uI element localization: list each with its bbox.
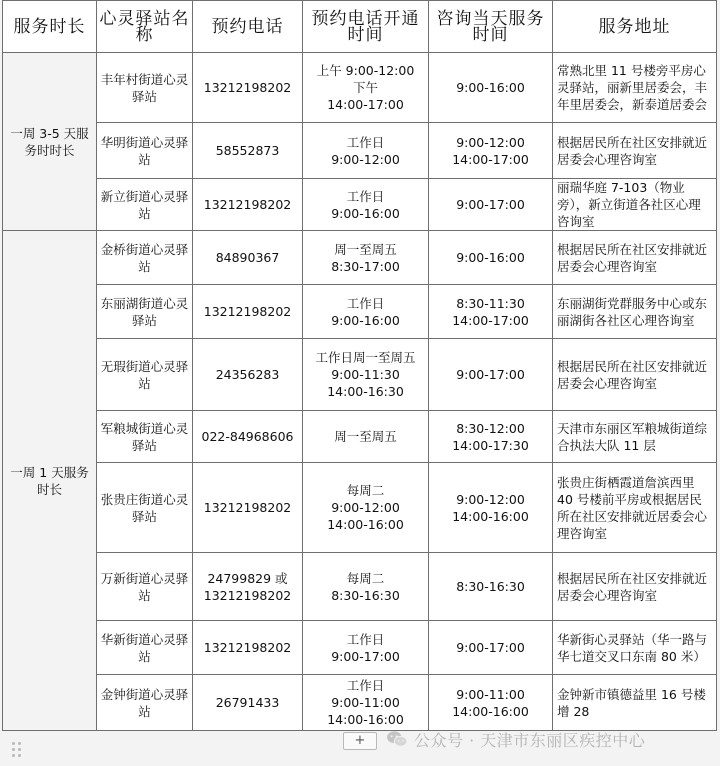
header-duration: 服务时长 [3, 1, 97, 53]
watermark-text: 公众号 · 天津市东丽区疾控中心 [414, 730, 646, 750]
service-hours: 8:30-11:30 14:00-17:00 [429, 285, 553, 339]
table-row [3, 339, 717, 411]
address: 华新街心灵驿站（华一路与华七道交叉口东南 80 米） [553, 621, 717, 675]
phone-hours: 上午 9:00-12:00 下午 14:00-17:00 [303, 53, 429, 123]
table-row [3, 621, 717, 675]
table-row [3, 675, 717, 731]
duration-cell: 一周 1 天服务时长 [3, 231, 97, 731]
phone-hours: 工作日 9:00-16:00 [303, 179, 429, 231]
service-hours: 9:00-12:00 14:00-16:00 [429, 463, 553, 553]
header-phone: 预约电话 [193, 1, 303, 53]
phone: 24356283 [193, 339, 303, 411]
address: 根据居民所在社区安排就近居委会心理咨询室 [553, 339, 717, 411]
station-name: 东丽湖街道心灵驿站 [97, 285, 193, 339]
phone: 13212198202 [193, 285, 303, 339]
address: 根据居民所在社区安排就近居委会心理咨询室 [553, 123, 717, 179]
table-row [3, 53, 717, 123]
phone-hours: 工作日 9:00-17:00 [303, 621, 429, 675]
address: 张贵庄街栖霞道詹滨西里 40 号楼前平房或根据居民所在社区安排就近居委会心理咨询室 [553, 463, 717, 553]
add-row-button[interactable]: + [343, 732, 377, 750]
station-name: 华新街道心灵驿站 [97, 621, 193, 675]
watermark [386, 728, 645, 750]
table-row [3, 179, 717, 231]
header-address: 服务地址 [553, 1, 717, 53]
service-hours: 9:00-16:00 [429, 53, 553, 123]
address: 根据居民所在社区安排就近居委会心理咨询室 [553, 553, 717, 621]
phone: 13212198202 [193, 463, 303, 553]
phone: 13212198202 [193, 621, 303, 675]
header-station-name: 心灵驿站名称 [97, 1, 193, 53]
station-name: 张贵庄街道心灵驿站 [97, 463, 193, 553]
phone-hours: 工作日 9:00-16:00 [303, 285, 429, 339]
station-name: 军粮城街道心灵驿站 [97, 411, 193, 463]
phone: 58552873 [193, 123, 303, 179]
station-name: 无瑕街道心灵驿站 [97, 339, 193, 411]
phone-hours: 周一至周五 [303, 411, 429, 463]
table-row [3, 411, 717, 463]
header-service-hours: 咨询当天服务时间 [429, 1, 553, 53]
table-row [3, 463, 717, 553]
station-name: 金钟街道心灵驿站 [97, 675, 193, 731]
header-row [3, 1, 717, 53]
service-schedule-table [2, 0, 717, 731]
service-hours: 9:00-11:00 14:00-16:00 [429, 675, 553, 731]
table-row [3, 285, 717, 339]
service-hours: 9:00-17:00 [429, 339, 553, 411]
service-hours: 8:30-12:00 14:00-17:30 [429, 411, 553, 463]
phone: 84890367 [193, 231, 303, 285]
address: 东丽湖街党群服务中心或东丽湖街各社区心理咨询室 [553, 285, 717, 339]
editor-footer [0, 728, 720, 766]
drag-handle-icon[interactable] [12, 742, 24, 758]
phone-hours: 工作日周一至周五 9:00-11:30 14:00-16:30 [303, 339, 429, 411]
phone-hours: 每周二 8:30-16:30 [303, 553, 429, 621]
table-row [3, 231, 717, 285]
table-row [3, 123, 717, 179]
address: 金钟新市镇德益里 16 号楼增 28 [553, 675, 717, 731]
phone: 022-84968606 [193, 411, 303, 463]
station-name: 万新街道心灵驿站 [97, 553, 193, 621]
station-name: 金桥街道心灵驿站 [97, 231, 193, 285]
address: 天津市东丽区军粮城街道综合执法大队 11 层 [553, 411, 717, 463]
address: 丽瑞华庭 7-103（物业旁），新立街道各社区心理咨询室 [553, 179, 717, 231]
phone-hours: 每周二 9:00-12:00 14:00-16:00 [303, 463, 429, 553]
address: 根据居民所在社区安排就近居委会心理咨询室 [553, 231, 717, 285]
phone-hours: 工作日 9:00-11:00 14:00-16:00 [303, 675, 429, 731]
table-row [3, 553, 717, 621]
phone: 24799829 或 13212198202 [193, 553, 303, 621]
station-name: 新立街道心灵驿站 [97, 179, 193, 231]
address: 常熟北里 11 号楼旁平房心灵驿站，丽新里居委会，丰年里居委会，新泰道居委会 [553, 53, 717, 123]
phone: 13212198202 [193, 179, 303, 231]
station-name: 华明街道心灵驿站 [97, 123, 193, 179]
duration-cell: 一周 3-5 天服务时时长 [3, 53, 97, 231]
phone: 13212198202 [193, 53, 303, 123]
service-hours: 9:00-16:00 [429, 231, 553, 285]
phone: 26791433 [193, 675, 303, 731]
station-name: 丰年村街道心灵驿站 [97, 53, 193, 123]
phone-hours: 工作日 9:00-12:00 [303, 123, 429, 179]
phone-hours: 周一至周五 8:30-17:00 [303, 231, 429, 285]
service-hours: 9:00-17:00 [429, 179, 553, 231]
wechat-icon [386, 730, 408, 748]
service-hours: 9:00-12:00 14:00-17:00 [429, 123, 553, 179]
service-hours: 9:00-17:00 [429, 621, 553, 675]
header-phone-hours: 预约电话开通时间 [303, 1, 429, 53]
service-hours: 8:30-16:30 [429, 553, 553, 621]
